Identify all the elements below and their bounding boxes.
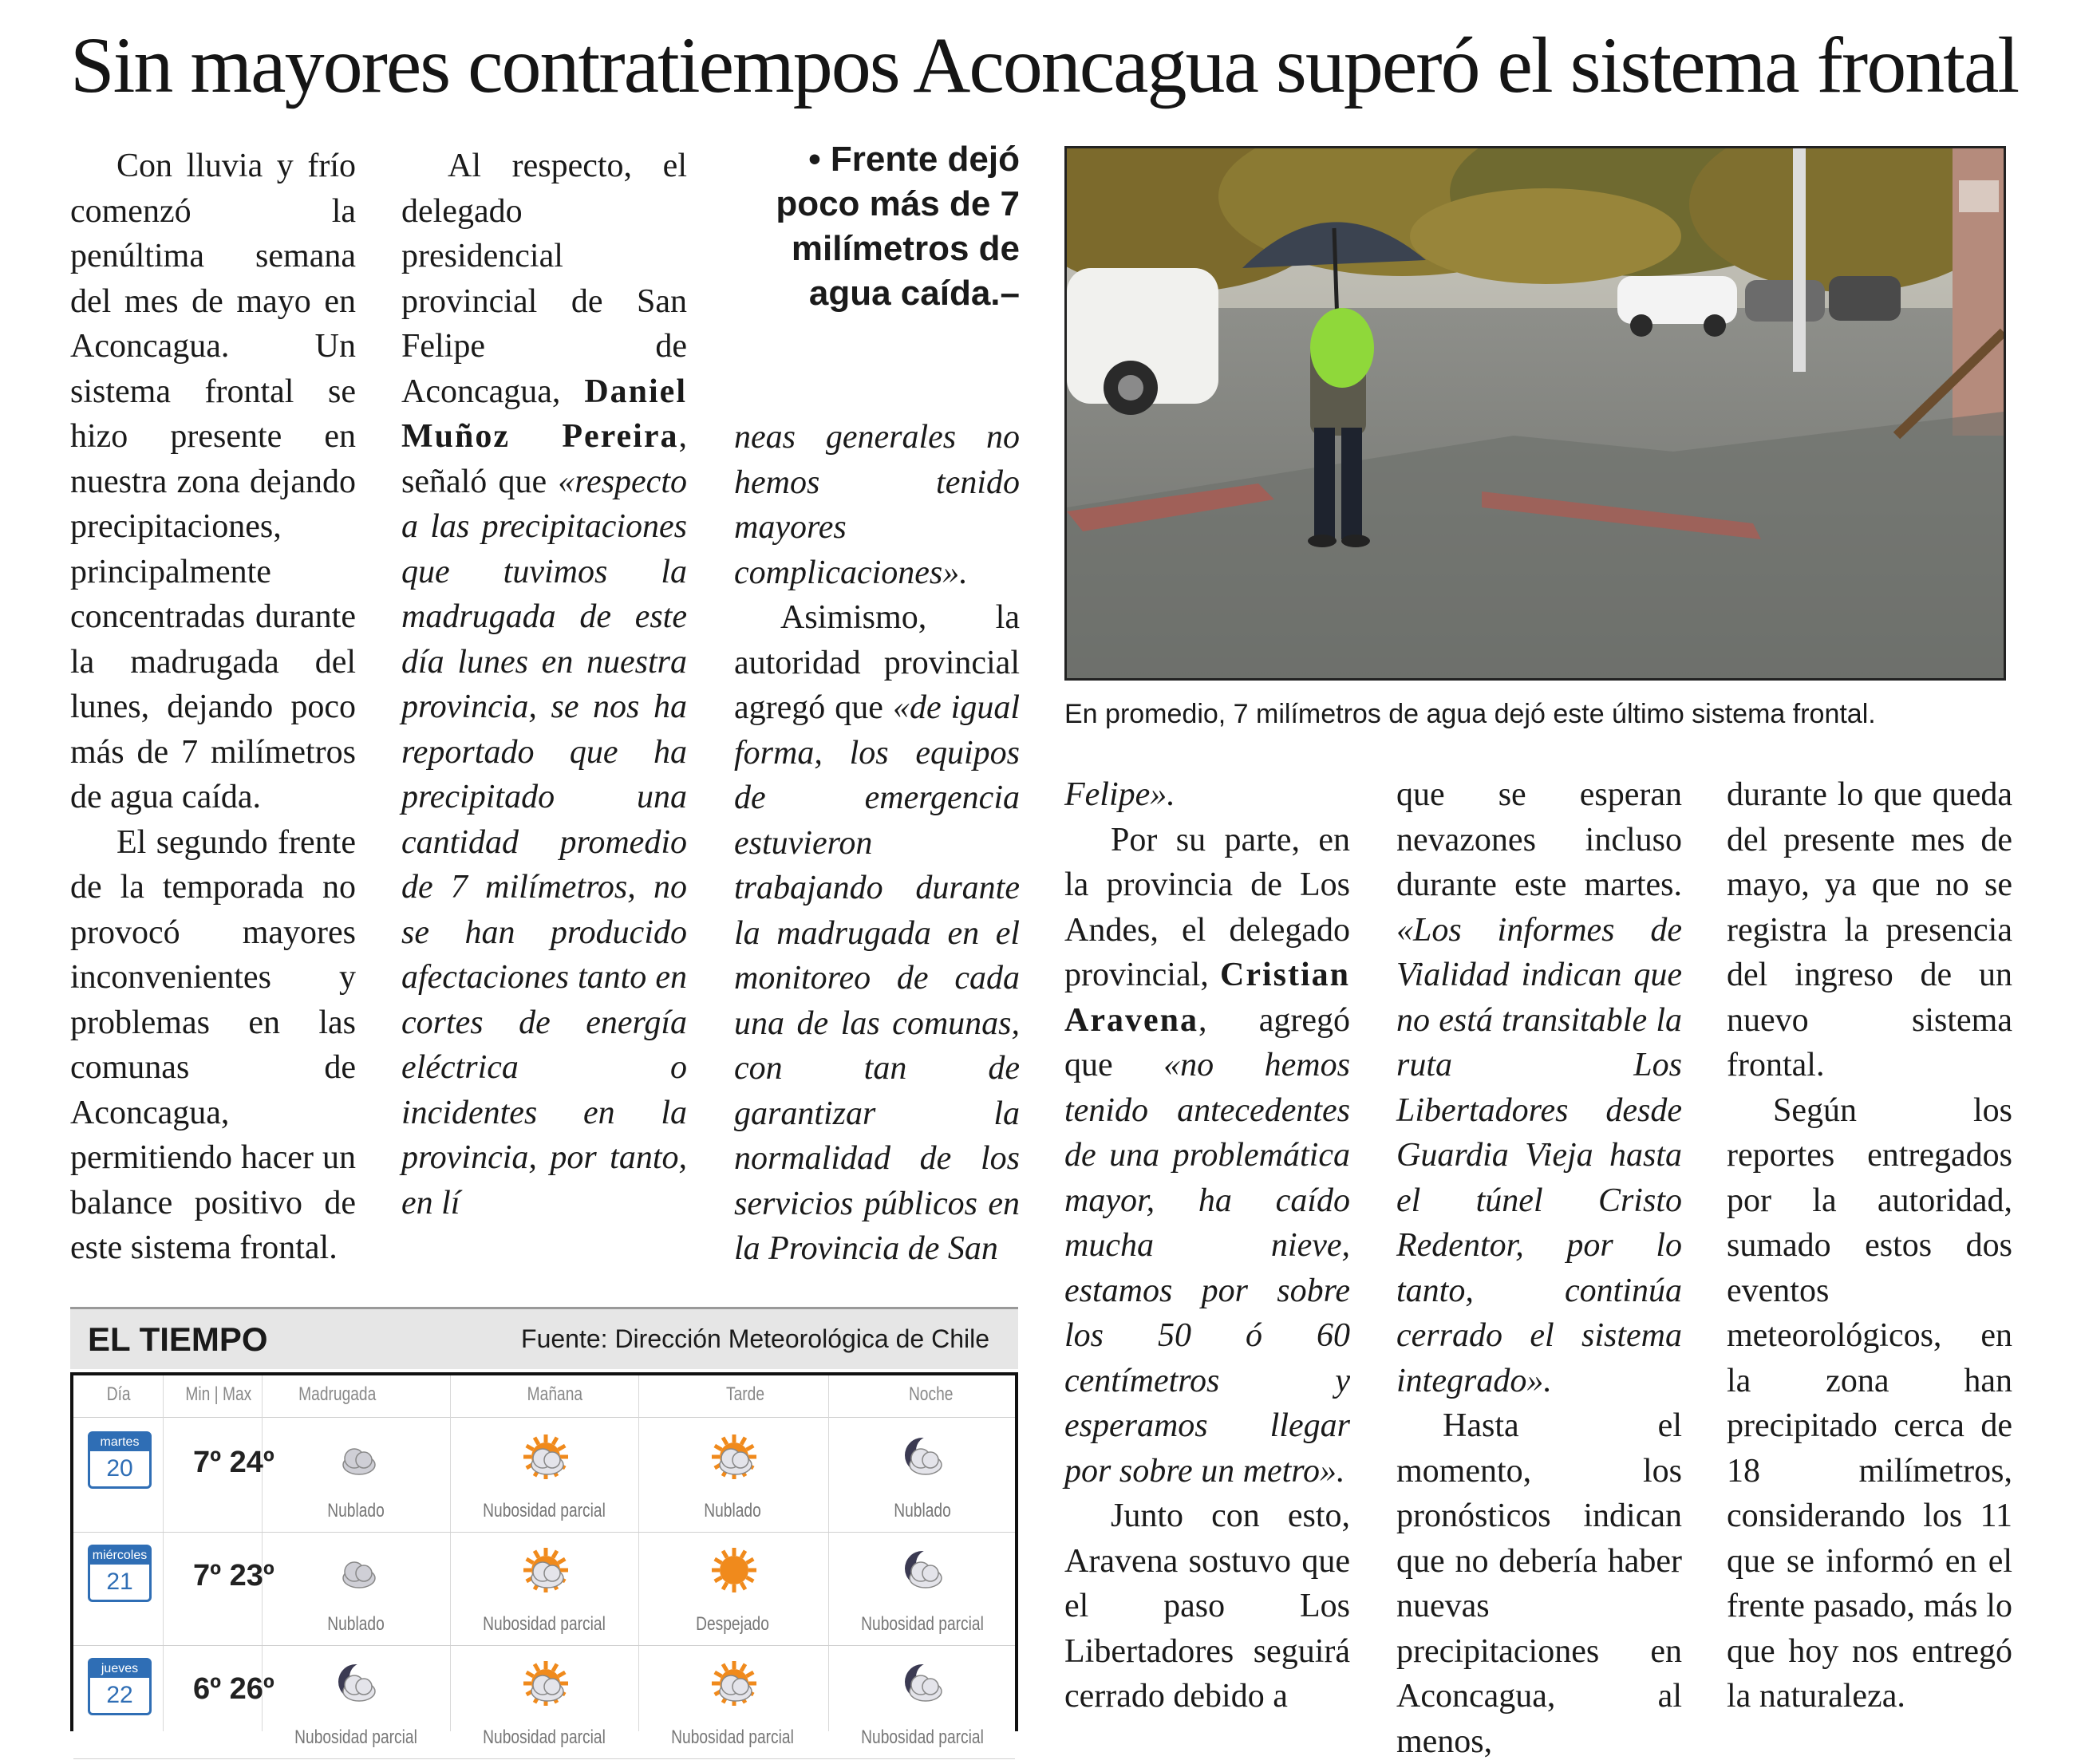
article-column-6: [1727, 772, 2012, 1719]
calendar-icon: [88, 1545, 152, 1602]
date-number: 20: [106, 1455, 133, 1482]
weekday: miércoles: [90, 1547, 149, 1565]
weather-box: [70, 1307, 1018, 1748]
forecast-cell: [262, 1533, 450, 1645]
condition-label: Nubosidad parcial: [861, 1613, 984, 1635]
header-tarde: Tarde: [726, 1383, 765, 1405]
sun-icon: [709, 1545, 760, 1596]
headline: Sin mayores contratiempos Aconcagua superó el sistema frontal: [70, 21, 2019, 109]
forecast-cell: [828, 1647, 1017, 1758]
person-name: Cristian Aravena: [1064, 957, 1350, 1039]
condition-label: Nublado: [704, 1500, 761, 1521]
moon-cloud-icon: [898, 1545, 950, 1596]
quote: «respecto a las precipitaciones que tuvimos la madrugada de este día lunes en nuestra provincia, se nos ha reportado que ha precipitado una cantidad promedio de 7 milímetros, no se han producido afectaciones tanto en cortes de energía eléctrica o incidentes en la provincia, por tanto, en lí: [401, 463, 687, 1221]
weather-header: [70, 1307, 1018, 1369]
condition-label: Nubosidad parcial: [483, 1613, 606, 1635]
paragraph: [1064, 772, 1350, 818]
forecast-cell: [262, 1647, 450, 1758]
weather-table: [70, 1372, 1018, 1748]
paragraph: El segundo frente de la temporada no provocó mayores inconvenientes y problemas en las comunas de Aconcagua, permitiendo hacer un balance positivo de este sistema frontal.: [70, 823, 356, 1266]
paragraph: [734, 595, 1020, 1272]
paragraph: Con lluvia y frío comenzó la penúltima semana del mes de mayo en Aconcagua. Un sistema frontal se hizo presente en nuestra zona dejando precipitaciones, principalmente concentradas durante la madrugada del lunes, dejando poco más de 7 milímetros de agua caída.: [70, 148, 356, 815]
condition-label: Nubosidad parcial: [671, 1727, 794, 1748]
header-day: Día: [106, 1383, 131, 1405]
date-number: 22: [106, 1682, 133, 1708]
cloud-icon: [332, 1545, 383, 1596]
moon-cloud-icon: [898, 1658, 950, 1709]
article-column-1: [70, 144, 356, 1271]
text-run: que se esperan nevazones incluso durante este martes.: [1396, 776, 1682, 903]
paragraph: [401, 144, 687, 1225]
forecast-cell: [828, 1533, 1017, 1645]
cloud-icon: [332, 1431, 383, 1482]
quote: «Los informes de Vialidad indican que no está transitable la ruta Los Libertadores desde Guardia Vieja hasta el túnel Cristo Redentor, por lo tanto, continúa cerrado el sistema integrado».: [1396, 911, 1682, 1399]
header-manana: Mañana: [527, 1383, 583, 1405]
paragraph: [1727, 772, 2012, 1088]
weekday: martes: [90, 1434, 149, 1451]
condition-label: Nubosidad parcial: [861, 1727, 984, 1748]
sun-cloud-icon: [520, 1658, 571, 1709]
sun-cloud-icon: [709, 1431, 760, 1482]
weekday: jueves: [90, 1660, 149, 1678]
text-run: Hasta el momento, los pronósticos indican que no debería haber nuevas precipitaciones en Aconcagua, al menos,: [1396, 1407, 1682, 1760]
text-run: Junto con esto, Aravena sostuvo que el paso Los Libertadores seguirá cerrado debido a: [1064, 1498, 1350, 1715]
quote: neas generales no hemos tenido mayores complicaciones».: [734, 419, 1020, 591]
photo-caption: En promedio, 7 milímetros de agua dejó este último sistema frontal.: [1064, 699, 1876, 729]
quote: «de igual forma, los equipos de emergencia estuvieron trabajando durante la madrugada en el monitoreo de cada una de las comunas, con tan de garantizar la normalidad de los servicios públicos en la Provincia de San: [734, 689, 1020, 1267]
article-column-2: [401, 144, 687, 1225]
text-run: , agregó que: [1064, 1001, 1350, 1083]
article-column-3: [734, 415, 1020, 1272]
weather-table-header: [73, 1375, 1015, 1418]
person-name: Daniel Muñoz Pereira: [401, 373, 687, 455]
moon-cloud-icon: [332, 1658, 383, 1709]
weather-source: Fuente: Dirección Meteorológica de Chile: [521, 1324, 989, 1353]
forecast-cell: [450, 1647, 638, 1758]
min-max-temp: 7º 23º: [193, 1559, 274, 1592]
street-rain-photo: [1064, 146, 2006, 681]
forecast-cell: [638, 1647, 827, 1758]
moon-cloud-icon: [898, 1431, 950, 1482]
forecast-cell: [450, 1533, 638, 1645]
forecast-cell: [638, 1420, 827, 1532]
calendar-icon: [88, 1658, 152, 1715]
text-run: Según los reportes entregados por la autoridad, sumado estos dos eventos meteorológicos, en la zona han precipitado cerca de 18 milímetros, considerando los 11 que se informó en el frente pasado, más lo que hoy nos entregó la naturaleza.: [1727, 1091, 2012, 1715]
min-max-temp: 6º 26º: [193, 1672, 274, 1706]
sun-cloud-icon: [709, 1658, 760, 1709]
condition-label: Nublado: [327, 1613, 385, 1635]
paragraph: [1727, 1088, 2012, 1719]
condition-label: Nubosidad parcial: [483, 1727, 606, 1748]
forecast-cell: [450, 1420, 638, 1532]
forecast-cell: [262, 1420, 450, 1532]
paragraph: [734, 415, 1020, 595]
text-run: Al respecto, el delegado presidencial provincial de San Felipe de Aconcagua,: [401, 148, 687, 410]
article-column-4: [1064, 772, 1350, 1719]
paragraph: [1396, 772, 1682, 1403]
date-number: 21: [106, 1569, 133, 1595]
condition-label: Nublado: [894, 1500, 951, 1521]
text-run: Asimismo, la autoridad provincial agregó que: [734, 599, 1020, 726]
condition-label: Despejado: [696, 1613, 769, 1635]
quote: Felipe».: [1064, 776, 1175, 813]
paragraph: [1396, 1403, 1682, 1764]
text-run: durante lo que queda del presente mes de mayo, ya que no se registra la presencia del ingreso de un nuevo sistema frontal.: [1727, 776, 2012, 1083]
header-noche: Noche: [908, 1383, 954, 1405]
text-run: Por su parte, en la provincia de Los Andes, el delegado provincial,: [1064, 821, 1350, 993]
condition-label: Nubosidad parcial: [294, 1727, 417, 1748]
header-madrugada: Madrugada: [298, 1383, 377, 1405]
paragraph: [1064, 818, 1350, 1494]
paragraph: [1064, 1494, 1350, 1719]
weather-row: [73, 1420, 1015, 1533]
forecast-cell: [828, 1420, 1017, 1532]
deck-summary: • Frente dejó poco más de 7 milímetros de agua caída.–: [776, 140, 1020, 313]
condition-label: Nublado: [327, 1500, 385, 1521]
quote: «no hemos tenido antecedentes de una problemática mayor, ha caído mucha nieve, estamos por sobre los 50 ó 60 centímetros y esperamos llegar por sobre un metro».: [1064, 1047, 1350, 1490]
header-minmax: Min | Max: [185, 1383, 252, 1405]
forecast-cell: [638, 1533, 827, 1645]
article-column-5: [1396, 772, 1682, 1764]
min-max-temp: 7º 24º: [193, 1446, 274, 1479]
weather-row: [73, 1533, 1015, 1646]
calendar-icon: [88, 1431, 152, 1489]
sun-cloud-icon: [520, 1431, 571, 1482]
photo-illustration: [1067, 148, 2004, 678]
weather-row: [73, 1647, 1015, 1759]
weather-title: EL TIEMPO: [88, 1320, 268, 1358]
condition-label: Nubosidad parcial: [483, 1500, 606, 1521]
sun-cloud-icon: [520, 1545, 571, 1596]
text-run: , señaló que: [401, 418, 687, 500]
